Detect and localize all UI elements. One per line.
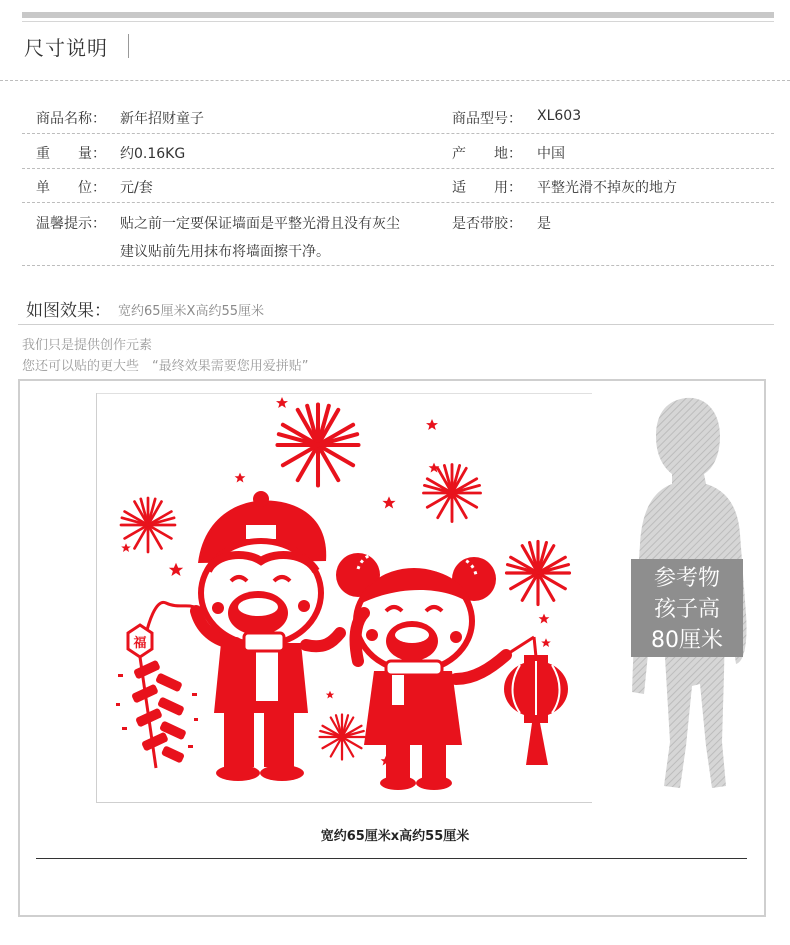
tip-line-1: 贴之前一定要保证墙面是平整光滑且没有灰尘 [120, 216, 400, 232]
tip-label: 温馨提示： [36, 216, 106, 232]
name-value: 新年招财童子 [120, 111, 204, 127]
star [426, 419, 438, 430]
firework-burst [320, 715, 365, 760]
note-line-2: 您还可以贴的更大些 “最终效果需要您用爱拼贴” [22, 359, 309, 374]
origin-label: 产 地： [452, 146, 522, 162]
page-title: 尺寸说明 [24, 36, 108, 60]
star [326, 691, 334, 699]
star [539, 614, 550, 624]
caption-underline [36, 858, 747, 859]
suitable-label: 适 用： [452, 180, 522, 196]
weight-label: 重 量： [36, 146, 106, 162]
effect-title: 如图效果： [26, 301, 111, 321]
star [541, 638, 551, 647]
new-year-kids-sticker-illustration [96, 393, 596, 803]
tip-line-2: 建议贴前先用抹布将墙面擦干净。 [120, 244, 330, 260]
name-label: 商品名称： [36, 111, 106, 127]
boy-figure [196, 491, 340, 781]
header-dashed-divider [0, 80, 790, 81]
unit-label: 单 位： [36, 180, 106, 196]
reference-line-3: 80厘米 [651, 628, 723, 653]
origin-value: 中国 [537, 146, 565, 162]
note-line-1: 我们只是提供创作元素 [22, 338, 153, 353]
star [276, 397, 288, 408]
top-divider-bar [22, 12, 774, 18]
unit-value: 元/套 [120, 180, 153, 196]
row-divider [22, 168, 774, 169]
glue-value: 是 [537, 216, 551, 232]
suitable-value: 平整光滑不掉灰的地方 [537, 180, 677, 196]
firework-burst [121, 498, 175, 552]
row-divider [22, 133, 774, 134]
model-value: XL603 [537, 108, 582, 124]
fu-character: 福 [133, 636, 147, 651]
firework-burst [278, 405, 359, 486]
weight-value: 约0.16KG [120, 146, 186, 162]
reference-label [631, 559, 743, 657]
title-separator [128, 34, 129, 58]
row-divider [22, 202, 774, 203]
star [169, 563, 183, 576]
firework-burst [507, 542, 570, 605]
model-label: 商品型号： [452, 111, 522, 127]
reference-line-1: 参考物 [653, 566, 720, 591]
glue-label: 是否带胶： [452, 216, 522, 232]
girl-figure [336, 553, 506, 790]
reference-line-2: 孩子高 [653, 597, 720, 622]
firework-burst [424, 465, 481, 522]
firecracker-string [116, 602, 198, 768]
size-caption: 宽约65厘米x高约55厘米 [320, 829, 470, 844]
star [235, 473, 246, 483]
lantern [504, 637, 568, 765]
star [382, 496, 395, 508]
star [121, 543, 131, 552]
effect-subtitle: 宽约65厘米X高约55厘米 [118, 304, 264, 319]
row-divider [22, 265, 774, 266]
effect-divider [18, 324, 774, 325]
top-divider-thin [22, 21, 774, 22]
